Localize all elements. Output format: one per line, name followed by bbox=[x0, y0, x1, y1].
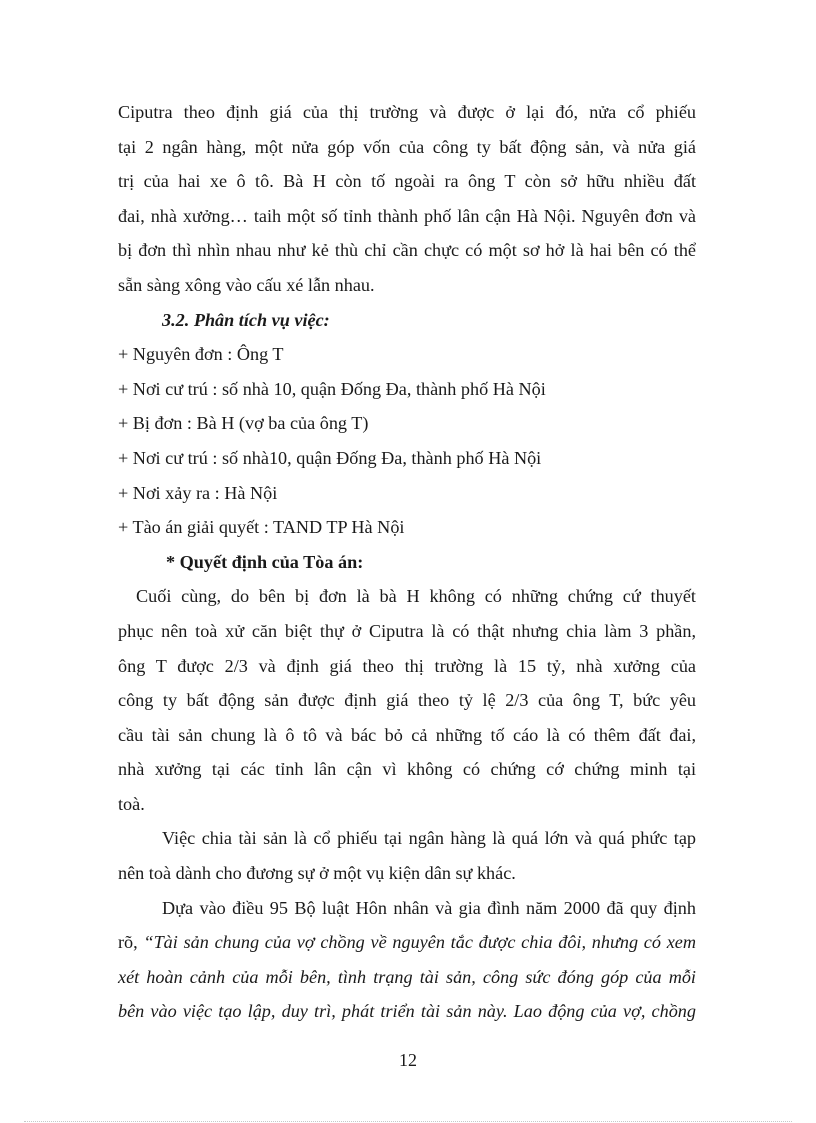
case-item: + Nơi cư trú : số nhà 10, quận Đống Đa, thành phố Hà Nội bbox=[118, 378, 546, 399]
section-heading: 3.2. Phân tích vụ việc: bbox=[162, 309, 330, 330]
quoted-law-text: bên vào việc tạo lập, duy trì, phát triển tài sản này. Lao động của vợ, chồng bbox=[118, 1001, 696, 1022]
decision-heading: * Quyết định của Tòa án: bbox=[166, 551, 364, 572]
page-divider bbox=[24, 1121, 792, 1122]
text-line: ông T được 2/3 và định giá theo thị trường là 15 tỷ, nhà xưởng của bbox=[118, 655, 696, 676]
text-line: nhà xưởng tại các tỉnh lân cận vì không có chứng cớ chứng minh tại bbox=[118, 759, 696, 780]
text-line: toà. bbox=[118, 793, 145, 814]
text-line bbox=[118, 925, 696, 960]
text-line: sẵn sàng xông vào cấu xé lẫn nhau. bbox=[118, 274, 375, 295]
case-item: + Nơi cư trú : số nhà10, quận Đống Đa, thành phố Hà Nội bbox=[118, 447, 542, 468]
text-line: nên toà dành cho đương sự ở một vụ kiện dân sự khác. bbox=[118, 863, 516, 884]
paragraph-property-claims bbox=[118, 95, 696, 303]
text-line: cầu tài sản chung là ô tô và bác bỏ cả những tố cáo là có thêm đất đai, bbox=[118, 724, 696, 745]
page-number: 12 bbox=[399, 1050, 417, 1070]
text-line: Việc chia tài sản là cổ phiếu tại ngân hàng là quá lớn và quá phức tạp bbox=[162, 828, 696, 849]
text-line: Cuối cùng, do bên bị đơn là bà H không có những chứng cứ thuyết bbox=[136, 586, 696, 607]
document-page bbox=[118, 95, 696, 1029]
case-item: + Nguyên đơn : Ông T bbox=[118, 344, 284, 365]
paragraph-share-division bbox=[118, 821, 696, 890]
text-line: công ty bất động sản được định giá theo tỷ lệ 2/3 của ông T, bức yêu bbox=[118, 690, 696, 711]
text-line: trị của hai xe ô tô. Bà H còn tố ngoài ra ông T còn sở hữu nhiều đất bbox=[118, 171, 696, 192]
text-line: đai, nhà xưởng… taih một số tỉnh thành phố lân cận Hà Nội. Nguyên đơn và bbox=[118, 205, 696, 226]
text-line: Ciputra theo định giá của thị trường và được ở lại đó, nửa cổ phiếu bbox=[118, 102, 696, 122]
text-line: bị đơn thì nhìn nhau như kẻ thù chỉ cần chực có một sơ hở là hai bên có thể bbox=[118, 240, 696, 261]
case-item: + Tào án giải quyết : TAND TP Hà Nội bbox=[118, 517, 405, 538]
case-item: + Bị đơn : Bà H (vợ ba của ông T) bbox=[118, 413, 369, 434]
quoted-law-text: xét hoàn cảnh của mỗi bên, tình trạng tài sản, công sức đóng góp của mỗi bbox=[118, 966, 696, 987]
text-line: tại 2 ngân hàng, một nửa góp vốn của công ty bất động sản, và nửa giá bbox=[118, 136, 696, 157]
text-line: phục nên toà xử căn biệt thự ở Ciputra là có thật nhưng chia làm 3 phần, bbox=[118, 620, 696, 641]
text-line: Dựa vào điều 95 Bộ luật Hôn nhân và gia đình năm 2000 đã quy định bbox=[162, 897, 696, 918]
paragraph-court-decision bbox=[118, 579, 696, 821]
quoted-law-text: “Tài sản chung của vợ chồng về nguyên tắc được chia đôi, nhưng có xem bbox=[143, 932, 697, 953]
case-item: + Nơi xảy ra : Hà Nội bbox=[118, 482, 278, 503]
plain-text: rõ, bbox=[118, 932, 144, 953]
case-details-list bbox=[118, 337, 696, 545]
paragraph-legal-basis bbox=[118, 891, 696, 1029]
